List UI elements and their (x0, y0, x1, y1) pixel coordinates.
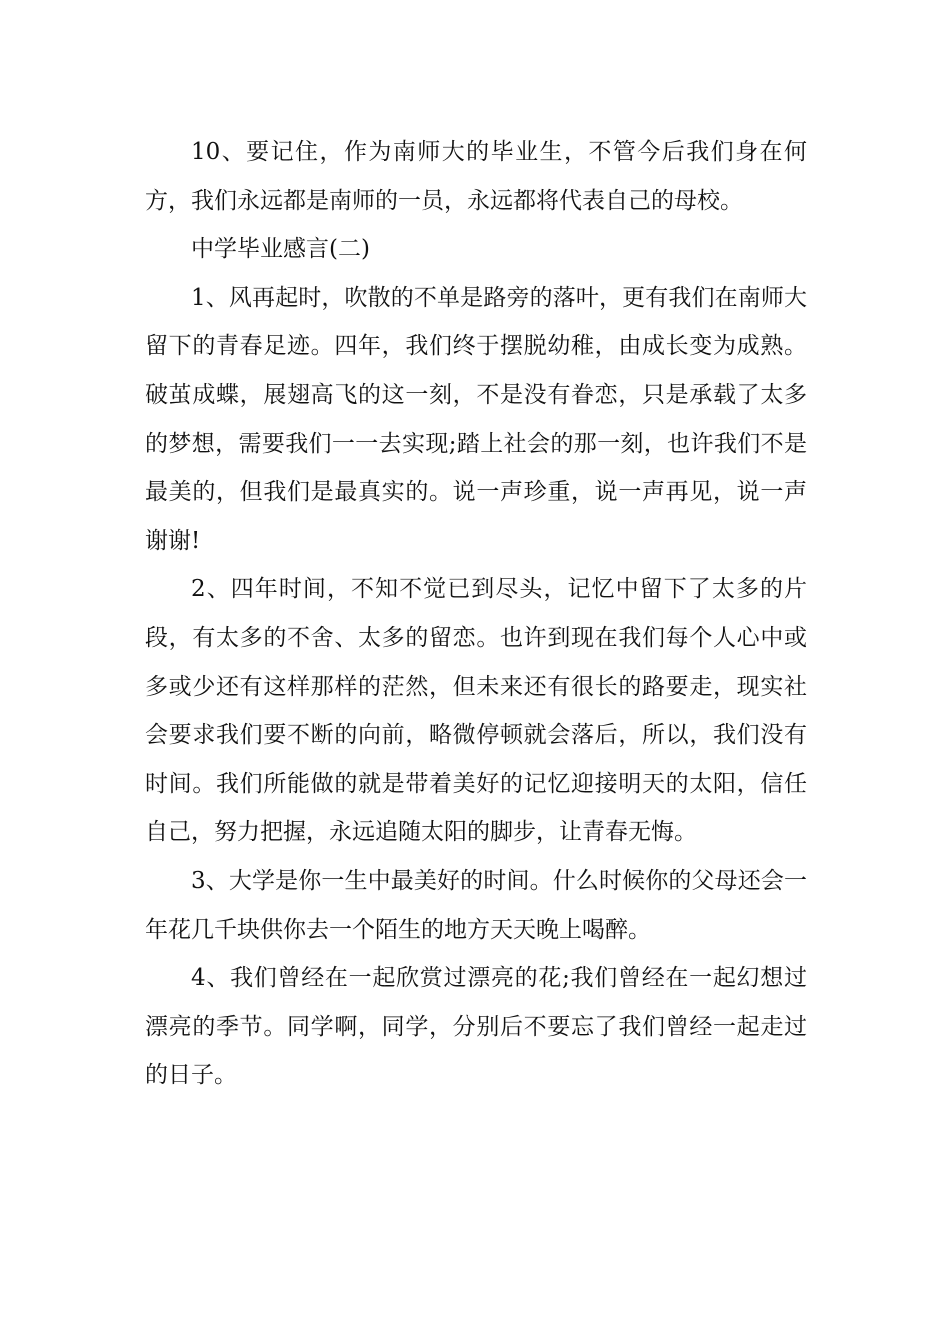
section-heading: 中学毕业感言(二) (191, 236, 370, 263)
paragraph-item-3: 3、大学是你一生中最美好的时间。什么时候你的父母还会一年花几千块供你去一个陌生的地方天天晚上喝醉。 (145, 867, 807, 943)
document-body (145, 128, 807, 1100)
paragraph-item-10: 10、要记住，作为南师大的毕业生，不管今后我们身在何方，我们永远都是南师的一员，永远都将代表自己的母校。 (145, 139, 807, 214)
paragraph-item-4: 4、我们曾经在一起欣赏过漂亮的花;我们曾经在一起幻想过漂亮的季节。同学啊，同学，分别后不要忘了我们曾经一起走过的日子。 (145, 965, 807, 1089)
paragraph-item-1: 1、风再起时，吹散的不单是路旁的落叶，更有我们在南师大留下的青春足迹。四年，我们终于摆脱幼稚，由成长变为成熟。破茧成蝶，展翅高飞的这一刻，不是没有眷恋，只是承载了太多的梦想，需要我们一一去实现;踏上社会的那一刻，也许我们不是最美的，但我们是最真实的。说一声珍重，说一声再见，说一声谢谢! (145, 284, 807, 554)
paragraph-item-2: 2、四年时间，不知不觉已到尽头，记忆中留下了太多的片段，有太多的不舍、太多的留恋。也许到现在我们每个人心中或多或少还有这样那样的茫然，但未来还有很长的路要走，现实社会要求我们要不断的向前，略微停顿就会落后，所以，我们没有时间。我们所能做的就是带着美好的记忆迎接明天的太阳，信任自己，努力把握，永远追随太阳的脚步，让青春无悔。 (145, 576, 807, 846)
